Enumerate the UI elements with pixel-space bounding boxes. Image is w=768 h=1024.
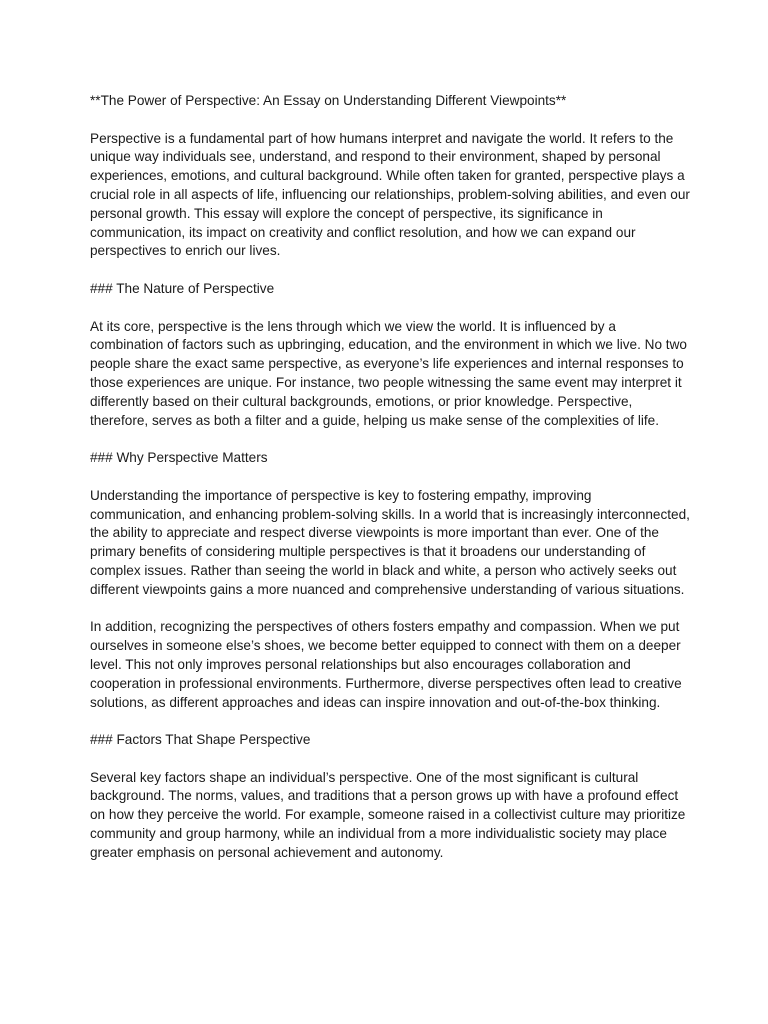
paragraph-nature: At its core, perspective is the lens through which we view the world. It is influenced by a combination of factors such as upbringing, education, and the environment in which we live. No two people share the exact same perspective, as everyone’s life experiences and internal responses to those experiences are unique. For instance, two people witnessing the same event may interpret it differently based on their cultural backgrounds, emotions, or prior knowledge. Perspective, therefore, serves as both a filter and a guide, helping us make sense of the complexities of life. [90,318,687,428]
section-heading-nature: ### The Nature of Perspective [90,280,275,296]
section-heading-factors: ### Factors That Shape Perspective [90,732,311,748]
paragraph-why-2: In addition, recognizing the perspectives of others fosters empathy and compassion. When we put ourselves in someone else’s shoes, we become better equipped to connect with them on a deeper level. This not only improves personal relationships but also encourages collaboration and cooperation in professional environments. Furthermore, diverse perspectives often lead to creative solutions, as different approaches and ideas can inspire innovation and out-of-the-box thinking. [90,619,682,710]
paragraph-factors: Several key factors shape an individual’s perspective. One of the most significant is cultural background. The norms, values, and traditions that a person grows up with have a profound effect on how they perceive the world. For example, someone raised in a collectivist culture may prioritize community and group harmony, while an individual from a more individualistic society may place greater emphasis on personal achievement and autonomy. [90,769,686,860]
section-heading-why: ### Why Perspective Matters [90,450,268,466]
document-page [90,92,690,881]
intro-paragraph: Perspective is a fundamental part of how humans interpret and navigate the world. It refers to the unique way individuals see, understand, and respond to their environment, shaped by personal experiences, emotions, and cultural background. While often taken for granted, perspective plays a crucial role in all aspects of life, influencing our relationships, problem-solving abilities, and even our personal growth. This essay will explore the concept of perspective, its significance in communication, its impact on creativity and conflict resolution, and how we can expand our perspectives to enrich our lives. [90,130,690,259]
paragraph-why-1: Understanding the importance of perspective is key to fostering empathy, improving communication, and enhancing problem-solving skills. In a world that is increasingly interconnected, the ability to appreciate and respect diverse viewpoints is more important than ever. One of the primary benefits of considering multiple perspectives is that it broadens our understanding of complex issues. Rather than seeing the world in black and white, a person who actively seeks out different viewpoints gains a more nuanced and comprehensive understanding of various situations. [90,487,690,597]
document-title: **The Power of Perspective: An Essay on Understanding Different Viewpoints** [90,93,567,108]
